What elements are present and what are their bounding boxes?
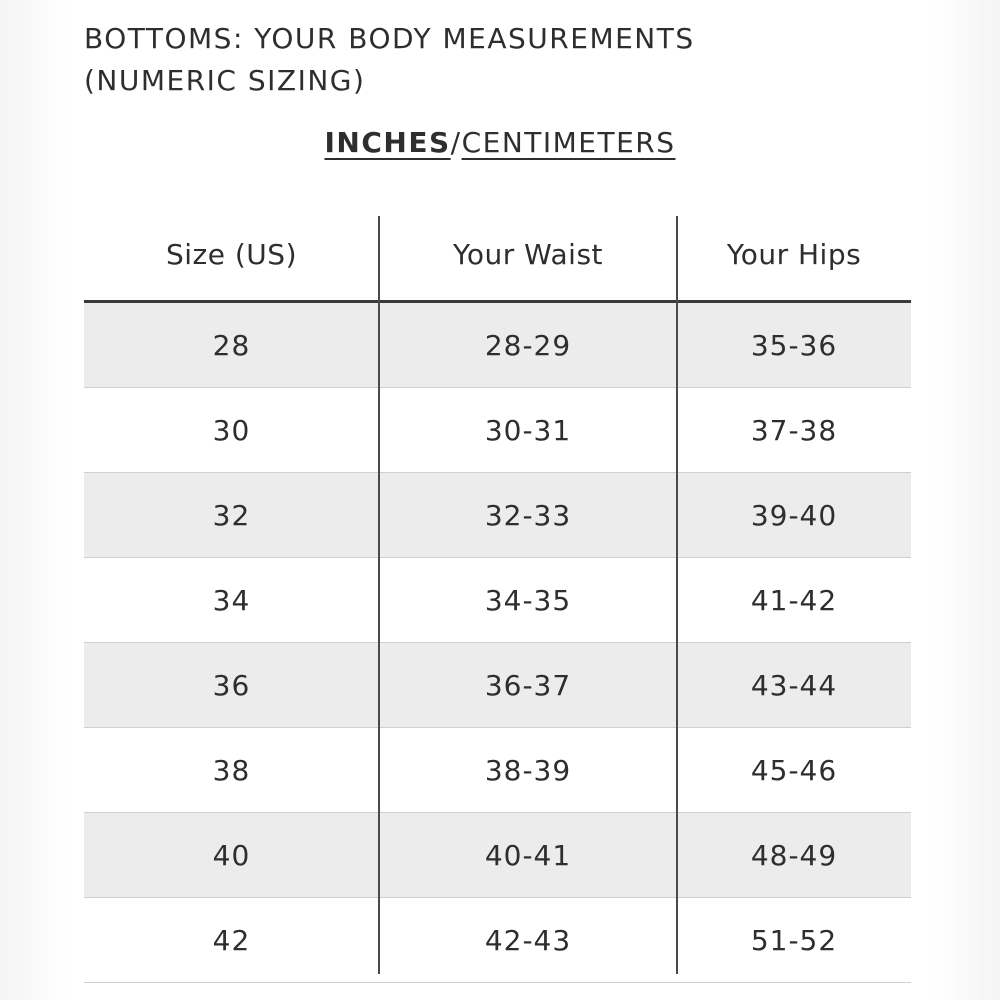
table-row (84, 728, 911, 813)
hips-cell: 39-40 (750, 498, 838, 532)
waist-cell: 32-33 (484, 498, 572, 532)
hips-cell: 37-38 (750, 413, 838, 447)
size-chart-table (84, 216, 911, 983)
centimeters-link[interactable]: CENTIMETERS (461, 126, 676, 159)
waist-cell: 38-39 (484, 753, 572, 787)
table-row (84, 388, 911, 473)
size-cell: 42 (212, 923, 251, 957)
hips-cell: 45-46 (750, 753, 838, 787)
waist-cell: 30-31 (484, 413, 572, 447)
header-your-waist: Your Waist (452, 237, 604, 271)
hips-cell: 43-44 (750, 668, 838, 702)
column-divider (676, 216, 678, 974)
size-cell: 28 (212, 328, 251, 362)
table-row (84, 813, 911, 898)
waist-cell: 34-35 (484, 583, 572, 617)
waist-cell: 42-43 (484, 923, 572, 957)
inches-link[interactable]: INCHES (324, 126, 451, 159)
table-row (84, 558, 911, 643)
page-title-line-2: (NUMERIC SIZING) (84, 64, 366, 97)
hips-cell: 35-36 (750, 328, 838, 362)
table-header-row (84, 216, 911, 303)
hips-cell: 41-42 (750, 583, 838, 617)
waist-cell: 28-29 (484, 328, 572, 362)
waist-cell: 40-41 (484, 838, 572, 872)
table-row (84, 898, 911, 983)
unit-separator: / (450, 126, 462, 159)
hips-cell: 51-52 (750, 923, 838, 957)
unit-toggle (0, 126, 1000, 159)
table-row (84, 303, 911, 388)
page-title-line-1: BOTTOMS: YOUR BODY MEASUREMENTS (84, 22, 695, 55)
page-title (84, 18, 944, 102)
table-row (84, 643, 911, 728)
header-your-hips: Your Hips (726, 237, 862, 271)
column-divider (378, 216, 380, 974)
size-cell: 38 (212, 753, 251, 787)
table-row (84, 473, 911, 558)
waist-cell: 36-37 (484, 668, 572, 702)
hips-cell: 48-49 (750, 838, 838, 872)
size-cell: 34 (212, 583, 251, 617)
size-cell: 32 (212, 498, 251, 532)
size-cell: 40 (212, 838, 251, 872)
size-cell: 30 (212, 413, 251, 447)
size-cell: 36 (212, 668, 251, 702)
header-size-us: Size (US) (166, 237, 297, 271)
